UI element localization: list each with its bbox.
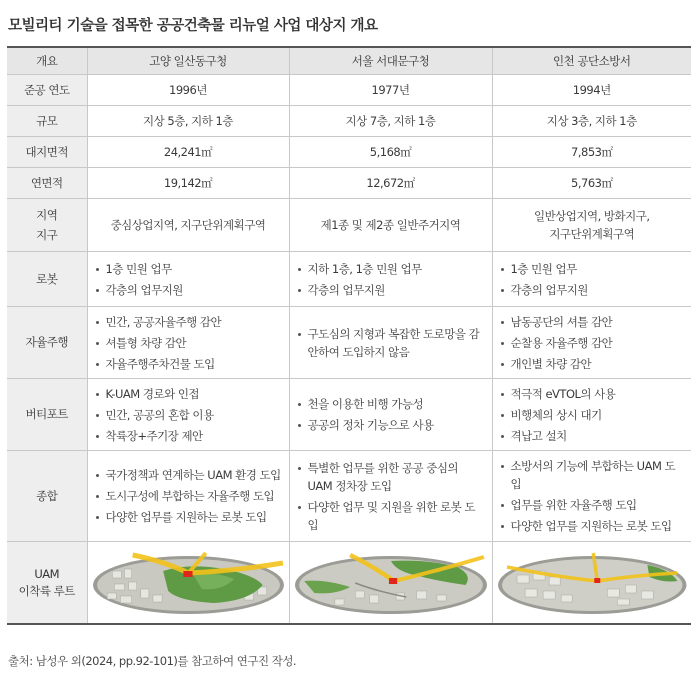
uam-map-seodaemun <box>289 542 492 625</box>
table-row <box>7 451 691 542</box>
list-item: 소방서의 기능에 부합하는 UAM 도입 <box>499 457 686 493</box>
cell-list <box>87 379 289 451</box>
list-item: 다양한 업무를 지원하는 로봇 도입 <box>94 508 283 526</box>
list-item: 착륙장+주기장 제안 <box>94 427 283 445</box>
list-item: 1층 민원 업무 <box>94 260 283 278</box>
header-incheon: 인천 공단소방서 <box>492 47 691 75</box>
table-header-row <box>7 47 691 75</box>
cell-value: 1996년 <box>87 75 289 106</box>
list-item: 지하 1층, 1층 민원 업무 <box>296 260 486 278</box>
list-item: 순찰용 자율주행 감안 <box>499 334 686 352</box>
cell-value: 5,168㎡ <box>289 137 492 168</box>
list-item: 자율주행주차건물 도입 <box>94 355 283 373</box>
cell-value <box>492 199 691 252</box>
row-label-year: 준공 연도 <box>7 75 87 106</box>
header-overview: 개요 <box>7 47 87 75</box>
list-item: 셔틀형 차량 감안 <box>94 334 283 352</box>
cell-list <box>492 379 691 451</box>
list-item: 도시구성에 부합하는 자율주행 도입 <box>94 487 283 505</box>
cell-list <box>492 451 691 542</box>
cell-value: 중심상업지역, 지구단위계획구역 <box>87 199 289 252</box>
cell-line: 일반상업지역, 방화지구, <box>533 209 650 223</box>
list-item: 국가정책과 연계하는 UAM 환경 도입 <box>94 466 283 484</box>
table-row <box>7 379 691 451</box>
source-note: 출처: 남성우 외(2024, pp.92-101)를 참고하여 연구진 작성. <box>8 654 297 668</box>
list-item: 특별한 업무를 위한 공공 중심의 UAM 정차장 도입 <box>296 459 486 495</box>
list-item: 격납고 설치 <box>499 427 686 445</box>
row-label-floor-area: 연면적 <box>7 168 87 199</box>
table-row <box>7 168 691 199</box>
cell-value: 1994년 <box>492 75 691 106</box>
cell-list <box>289 451 492 542</box>
list-item: 1층 민원 업무 <box>499 260 686 278</box>
cell-list <box>492 307 691 379</box>
list-item: 비행체의 상시 대기 <box>499 406 686 424</box>
cell-value: 24,241㎡ <box>87 137 289 168</box>
uam-map-incheon <box>492 542 691 625</box>
row-label-line: 지구 <box>36 228 58 242</box>
list-item: 각층의 업무지원 <box>499 281 686 299</box>
list-item: 민간, 공공자율주행 감안 <box>94 313 283 331</box>
cell-list <box>289 379 492 451</box>
cell-value: 제1종 및 제2종 일반주거지역 <box>289 199 492 252</box>
table-row <box>7 137 691 168</box>
row-label-vertiport: 버티포트 <box>7 379 87 451</box>
header-goyang: 고양 일산동구청 <box>87 47 289 75</box>
table-row <box>7 106 691 137</box>
row-label-summary: 종합 <box>7 451 87 542</box>
row-label-line: UAM <box>34 566 60 581</box>
cell-value: 1977년 <box>289 75 492 106</box>
cell-value: 지상 7층, 지하 1층 <box>289 106 492 137</box>
row-label-site-area: 대지면적 <box>7 137 87 168</box>
cell-value: 19,142㎡ <box>87 168 289 199</box>
uam-route-map-image <box>294 551 488 615</box>
row-label-robot: 로봇 <box>7 252 87 307</box>
cell-value: 5,763㎡ <box>492 168 691 199</box>
list-item: 다양한 업무를 지원하는 로봇 도입 <box>499 517 686 535</box>
list-item: 천을 이용한 비행 가능성 <box>296 395 486 413</box>
row-label-line: 이착륙 루트 <box>18 583 75 598</box>
table-row <box>7 199 691 252</box>
list-item: 구도심의 지형과 복잡한 도로망을 감안하여 도입하지 않음 <box>296 325 486 361</box>
cell-list <box>87 307 289 379</box>
site-overview-table <box>7 46 691 625</box>
cell-list <box>87 451 289 542</box>
cell-list <box>289 307 492 379</box>
cell-value: 7,853㎡ <box>492 137 691 168</box>
header-seodaemun: 서울 서대문구청 <box>289 47 492 75</box>
cell-list <box>289 252 492 307</box>
list-item: 개인별 차량 감안 <box>499 355 686 373</box>
row-label-autonomous: 자율주행 <box>7 307 87 379</box>
table-row <box>7 75 691 106</box>
cell-value: 지상 3층, 지하 1층 <box>492 106 691 137</box>
page-title: 모빌리티 기술을 접목한 공공건축물 리뉴얼 사업 대상지 개요 <box>8 18 378 34</box>
row-label-uam-route <box>7 542 87 625</box>
list-item: 다양한 업무 및 지원을 위한 로봇 도입 <box>296 498 486 534</box>
cell-value: 지상 5층, 지하 1층 <box>87 106 289 137</box>
cell-list <box>87 252 289 307</box>
cell-list <box>492 252 691 307</box>
table-row <box>7 252 691 307</box>
list-item: 민간, 공공의 혼합 이용 <box>94 406 283 424</box>
cell-value: 12,672㎡ <box>289 168 492 199</box>
cell-line: 지구단위계획구역 <box>549 227 635 241</box>
list-item: 각층의 업무지원 <box>94 281 283 299</box>
list-item: 남동공단의 셔틀 감안 <box>499 313 686 331</box>
row-label-scale: 규모 <box>7 106 87 137</box>
list-item: K-UAM 경로와 인접 <box>94 385 283 403</box>
table-row <box>7 307 691 379</box>
list-item: 업무를 위한 자율주행 도입 <box>499 496 686 514</box>
uam-map-goyang <box>87 542 289 625</box>
row-label-line: 지역 <box>36 207 58 222</box>
row-label-zoning <box>7 199 87 252</box>
uam-route-map-image <box>497 551 688 615</box>
list-item: 각층의 업무지원 <box>296 281 486 299</box>
table-row <box>7 542 691 625</box>
list-item: 공공의 정차 기능으로 사용 <box>296 416 486 434</box>
uam-route-map-image <box>92 551 285 615</box>
list-item: 적극적 eVTOL의 사용 <box>499 385 686 403</box>
